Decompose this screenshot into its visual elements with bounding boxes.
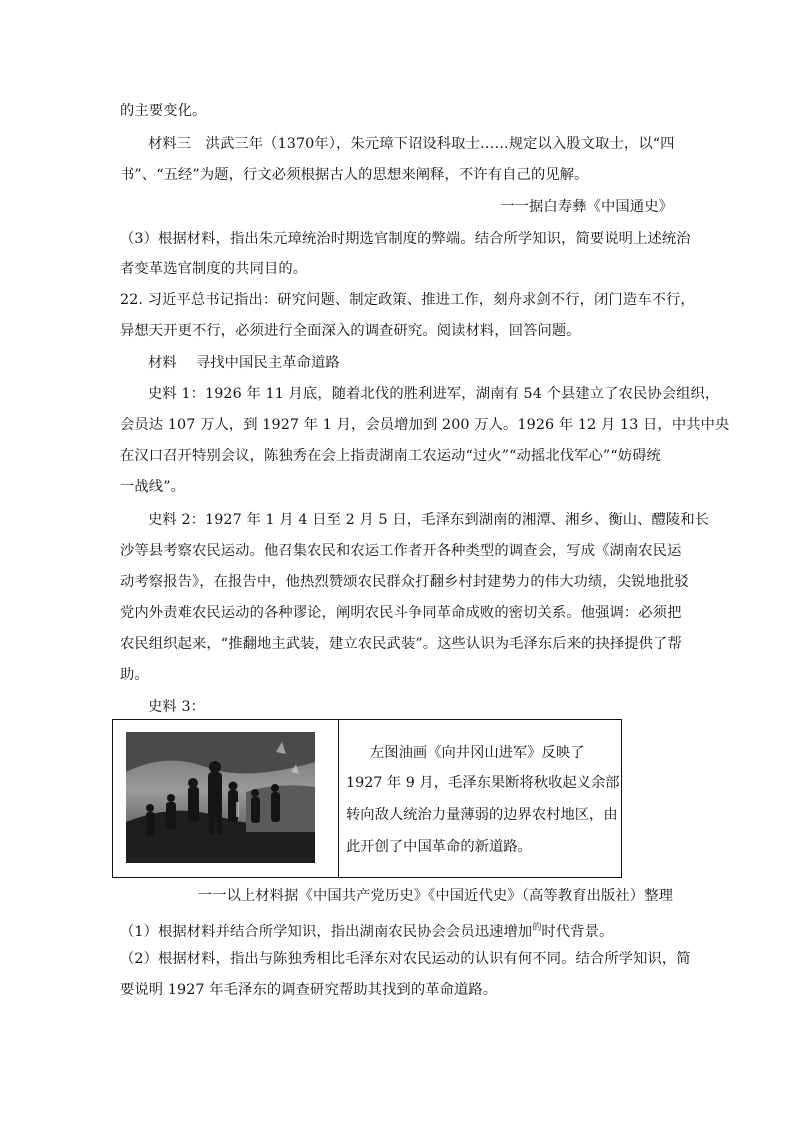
text-line: 一战线”。 bbox=[120, 479, 185, 495]
text-line: 农民组织起来，“推翻地主武装，建立农民武装”。这些认识为毛泽东后来的抉择提供了帮 bbox=[120, 636, 682, 652]
question-part: 时代背景。 bbox=[541, 924, 614, 940]
question-text: 者变革选官制度的共同目的。 bbox=[120, 261, 308, 277]
superscript-char: 的 bbox=[532, 923, 542, 933]
text-line: 沙等县考察农民运动。他召集农民和农运工作者开各种类型的调查会，写成《湖南农民运 bbox=[120, 543, 682, 559]
text-line: 会员达 107 万人，到 1927 年 1 月，会员增加到 200 万人。1926 年 12 月 13 日，中共中央 bbox=[120, 417, 730, 433]
source-attribution: 一一以上材料据《中国共产党历史》《中国近代史》（高等教育出版社）整理 bbox=[197, 888, 673, 904]
caption-line: 左图油画《向井冈山进军》反映了 bbox=[370, 745, 585, 761]
question-text: （3）根据材料，指出朱元璋统治时期选官制度的弊端。结合所学知识，简要说明上述统治 bbox=[120, 231, 691, 247]
text-line: 史料 1：1926 年 11 月底，随着北伐的胜利进军，湖南有 54 个县建立了农民协会组织， bbox=[148, 386, 720, 402]
caption-line: 1927 年 9 月，毛泽东果断将秋收起义余部 bbox=[346, 775, 620, 791]
oil-painting-image bbox=[126, 732, 315, 863]
question-text: 要说明 1927 年毛泽东的调查研究帮助其找到的革命道路。 bbox=[120, 982, 498, 998]
text-line: 史料 3： bbox=[148, 699, 206, 715]
question-text bbox=[120, 918, 675, 942]
question-title: 22. 习近平总书记指出：研究问题、制定政策、推进工作，刻舟求剑不行，闭门造车不行， bbox=[120, 292, 695, 308]
source-attribution: 一一据白寿彝《中国通史》 bbox=[500, 199, 673, 215]
text-line: 史料 2：1927 年 1 月 4 日至 2 月 5 日，毛泽东到湖南的湘潭、湘乡、衡山、醴陵和长 bbox=[148, 512, 710, 528]
question-part: （1）根据材料并结合所学知识，指出湖南农民协会会员迅速增加 bbox=[120, 924, 533, 940]
text-line: 书”、“五经”为题，行文必须根据古人的思想来阐释，不许有自己的见解。 bbox=[120, 167, 589, 183]
text-line: 动考察报告》，在报告中，他热烈赞颂农民群众打翻乡村封建势力的伟大功绩，尖锐地批驳 bbox=[120, 574, 689, 590]
painting-illustration bbox=[126, 732, 315, 863]
caption-line: 此开创了中国革命的新道路。 bbox=[346, 839, 532, 855]
text-line: 在汉口召开特别会议，陈独秀在会上指责湖南工农运动“过火”“动摇北伐军心”“妨碍统 bbox=[120, 448, 661, 464]
text-line: 异想天开更不行，必须进行全面深入的调查研究。阅读材料，回答问题。 bbox=[120, 323, 581, 339]
text-line: 材料三 洪武三年（1370年），朱元璋下诏设科取士……规定以入股文取士，以“四 bbox=[148, 136, 675, 152]
table-divider bbox=[338, 719, 339, 878]
text-line: 党内外责难农民运动的各种谬论，阐明农民斗争同革命成败的密切关系。他强调：必须把 bbox=[120, 605, 682, 621]
text-line: 的主要变化。 bbox=[120, 103, 207, 119]
text-line: 助。 bbox=[120, 667, 149, 683]
question-text: （2）根据材料，指出与陈独秀相比毛泽东对农民运动的认识有何不同。结合所学知识，简 bbox=[120, 951, 691, 967]
caption-line: 转向敌人统治力量薄弱的边界农村地区，由 bbox=[346, 807, 618, 823]
material-heading: 材料 寻找中国民主革命道路 bbox=[148, 355, 340, 371]
